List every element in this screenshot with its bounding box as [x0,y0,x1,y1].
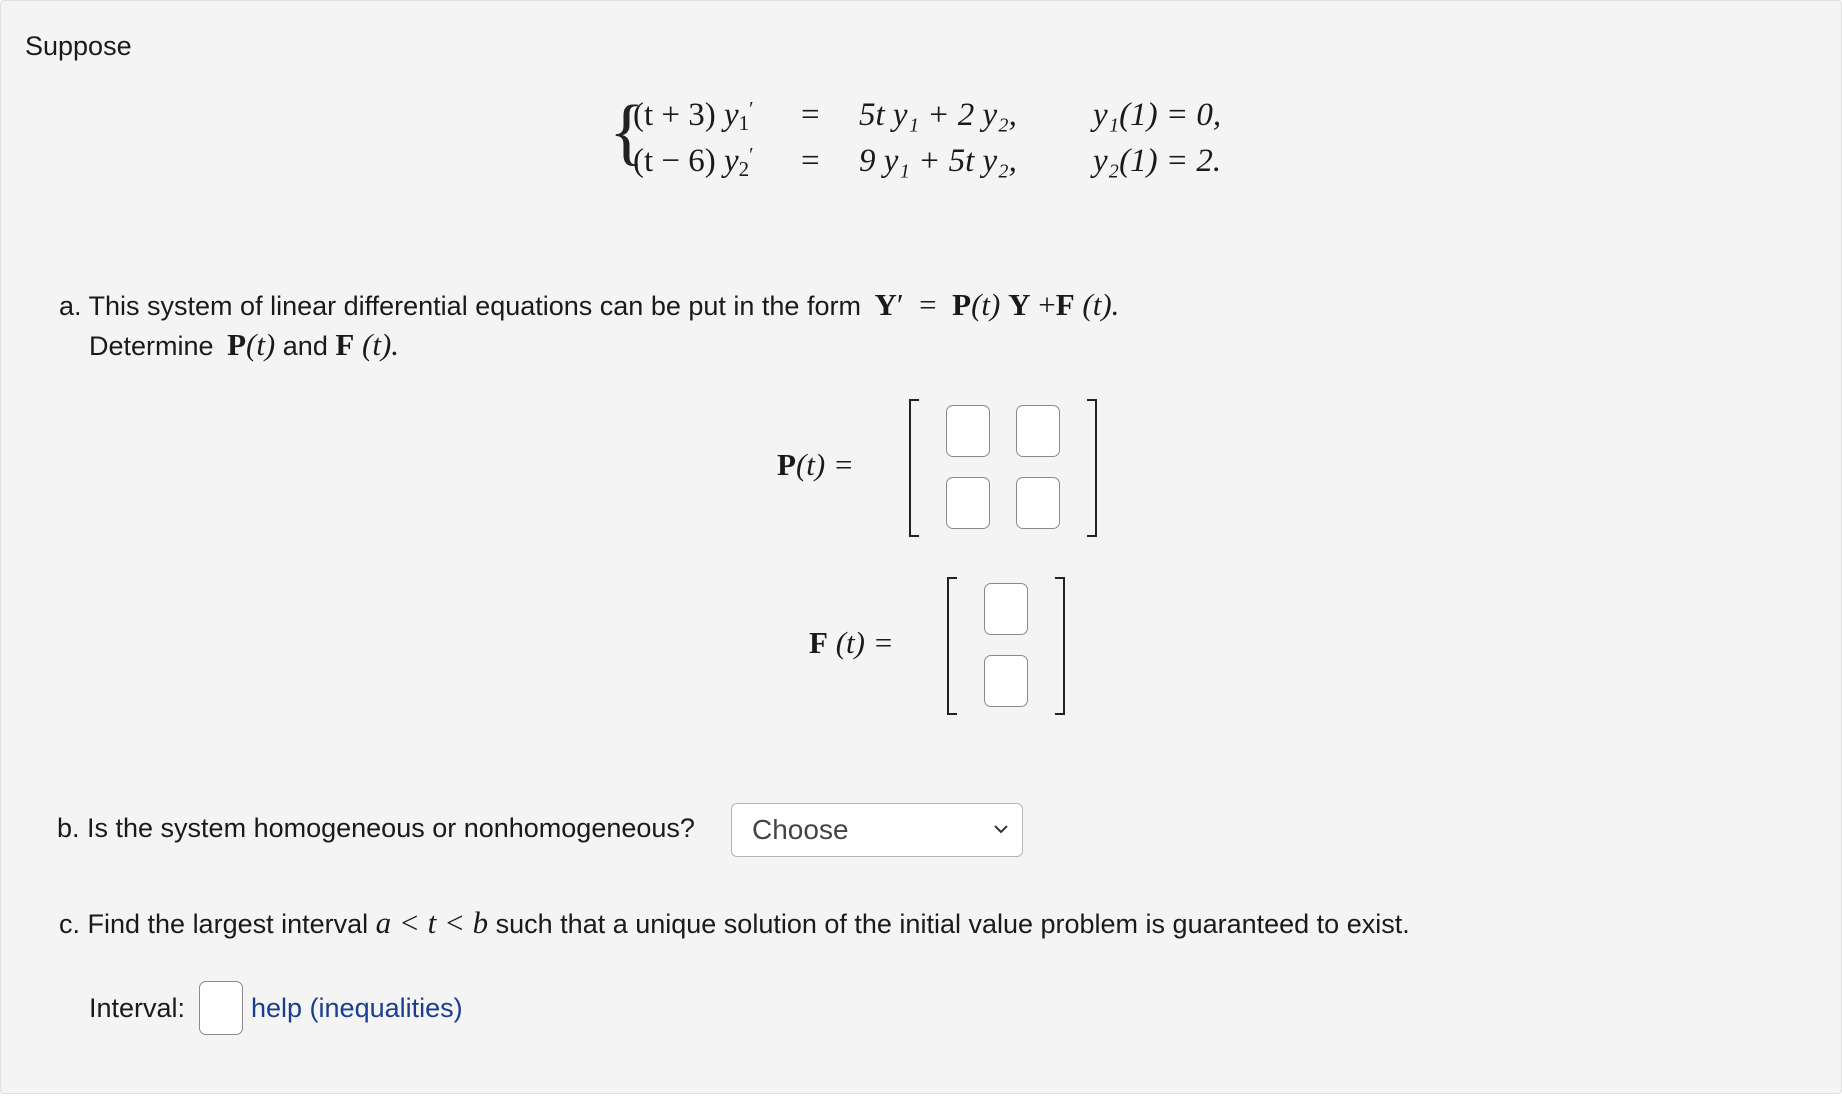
F-right-bracket [1055,577,1065,715]
and-text: and [282,331,328,361]
determine-text: Determine [89,331,214,361]
homogeneous-select[interactable] [731,803,1023,857]
part-c-text-after: such that a unique solution of the initial value problem is guaranteed to exist. [495,909,1410,939]
form-equation [874,287,1119,322]
eq2-sub: 2 [738,157,750,181]
form-F: F [1055,287,1075,322]
form-Pt: (t) [971,287,1001,322]
part-a-line-2 [89,327,399,363]
interval-label: Interval: [89,993,186,1023]
det-Pt: (t) [246,327,276,362]
P11-input[interactable] [946,405,990,457]
determine-F [335,327,399,362]
P-label-bold: P [777,447,796,482]
form-eq: = [919,287,937,322]
eq2-initial-condition: y₂(1) = 2. [1093,143,1222,179]
part-c-text-before: c. Find the largest interval [59,909,369,939]
eq1-sub: 1 [738,111,750,135]
P12-input[interactable] [1016,405,1060,457]
form-Y: Y [874,287,897,322]
form-Ft: (t). [1082,287,1120,322]
part-a-line-1 [59,287,1119,323]
P22-input[interactable] [1016,477,1060,529]
interval-input[interactable] [199,981,243,1035]
form-plus: + [1038,287,1056,322]
system-brace: { [609,91,645,173]
help-inequalities-link[interactable]: help (inequalities) [251,993,463,1023]
intro-text: Suppose [25,31,132,61]
det-F: F [335,327,355,362]
part-b-question: b. Is the system homogeneous or nonhomogeneous? [57,813,695,843]
F-label-bold: F [809,625,828,660]
determine-P [227,327,275,362]
eq2-rhs: 9 y₁ + 5t y₂, [859,143,1017,179]
eq2-equals: = [801,143,820,179]
P21-input[interactable] [946,477,990,529]
eq1-rhs: 5t y₁ + 2 y₂, [859,97,1017,133]
P-matrix-label [777,447,854,483]
eq1-prime: ′ [749,98,754,120]
equation-row-2 [633,143,754,182]
eq2-prime: ′ [749,144,754,166]
P-right-bracket [1087,399,1097,537]
eq1-initial-condition: y₁(1) = 0, [1093,97,1222,133]
F-left-bracket [947,577,957,715]
eq1-var: y [724,97,739,133]
interval-expression: a < t < b [375,905,489,940]
det-P: P [227,327,246,362]
eq2-coef: (t − 6) [633,143,716,179]
form-P: P [952,287,972,322]
eq1-equals: = [801,97,820,133]
F-label-rest: (t) = [835,625,894,660]
part-c-line [59,905,1410,941]
P-label-rest: (t) = [795,447,854,482]
form-Y2: Y [1008,287,1031,322]
F2-input[interactable] [984,655,1028,707]
part-a-text: a. This system of linear differential equations can be put in the form [59,291,861,321]
form-prime: ′ [896,287,904,322]
F1-input[interactable] [984,583,1028,635]
equation-row-1 [633,97,754,136]
F-vector-label [809,625,894,661]
eq1-coef: (t + 3) [633,97,716,133]
P-left-bracket [909,399,919,537]
chevron-down-icon [992,820,1010,838]
eq2-var: y [724,143,739,179]
det-Ft: (t). [362,327,400,362]
select-value: Choose [752,814,849,845]
